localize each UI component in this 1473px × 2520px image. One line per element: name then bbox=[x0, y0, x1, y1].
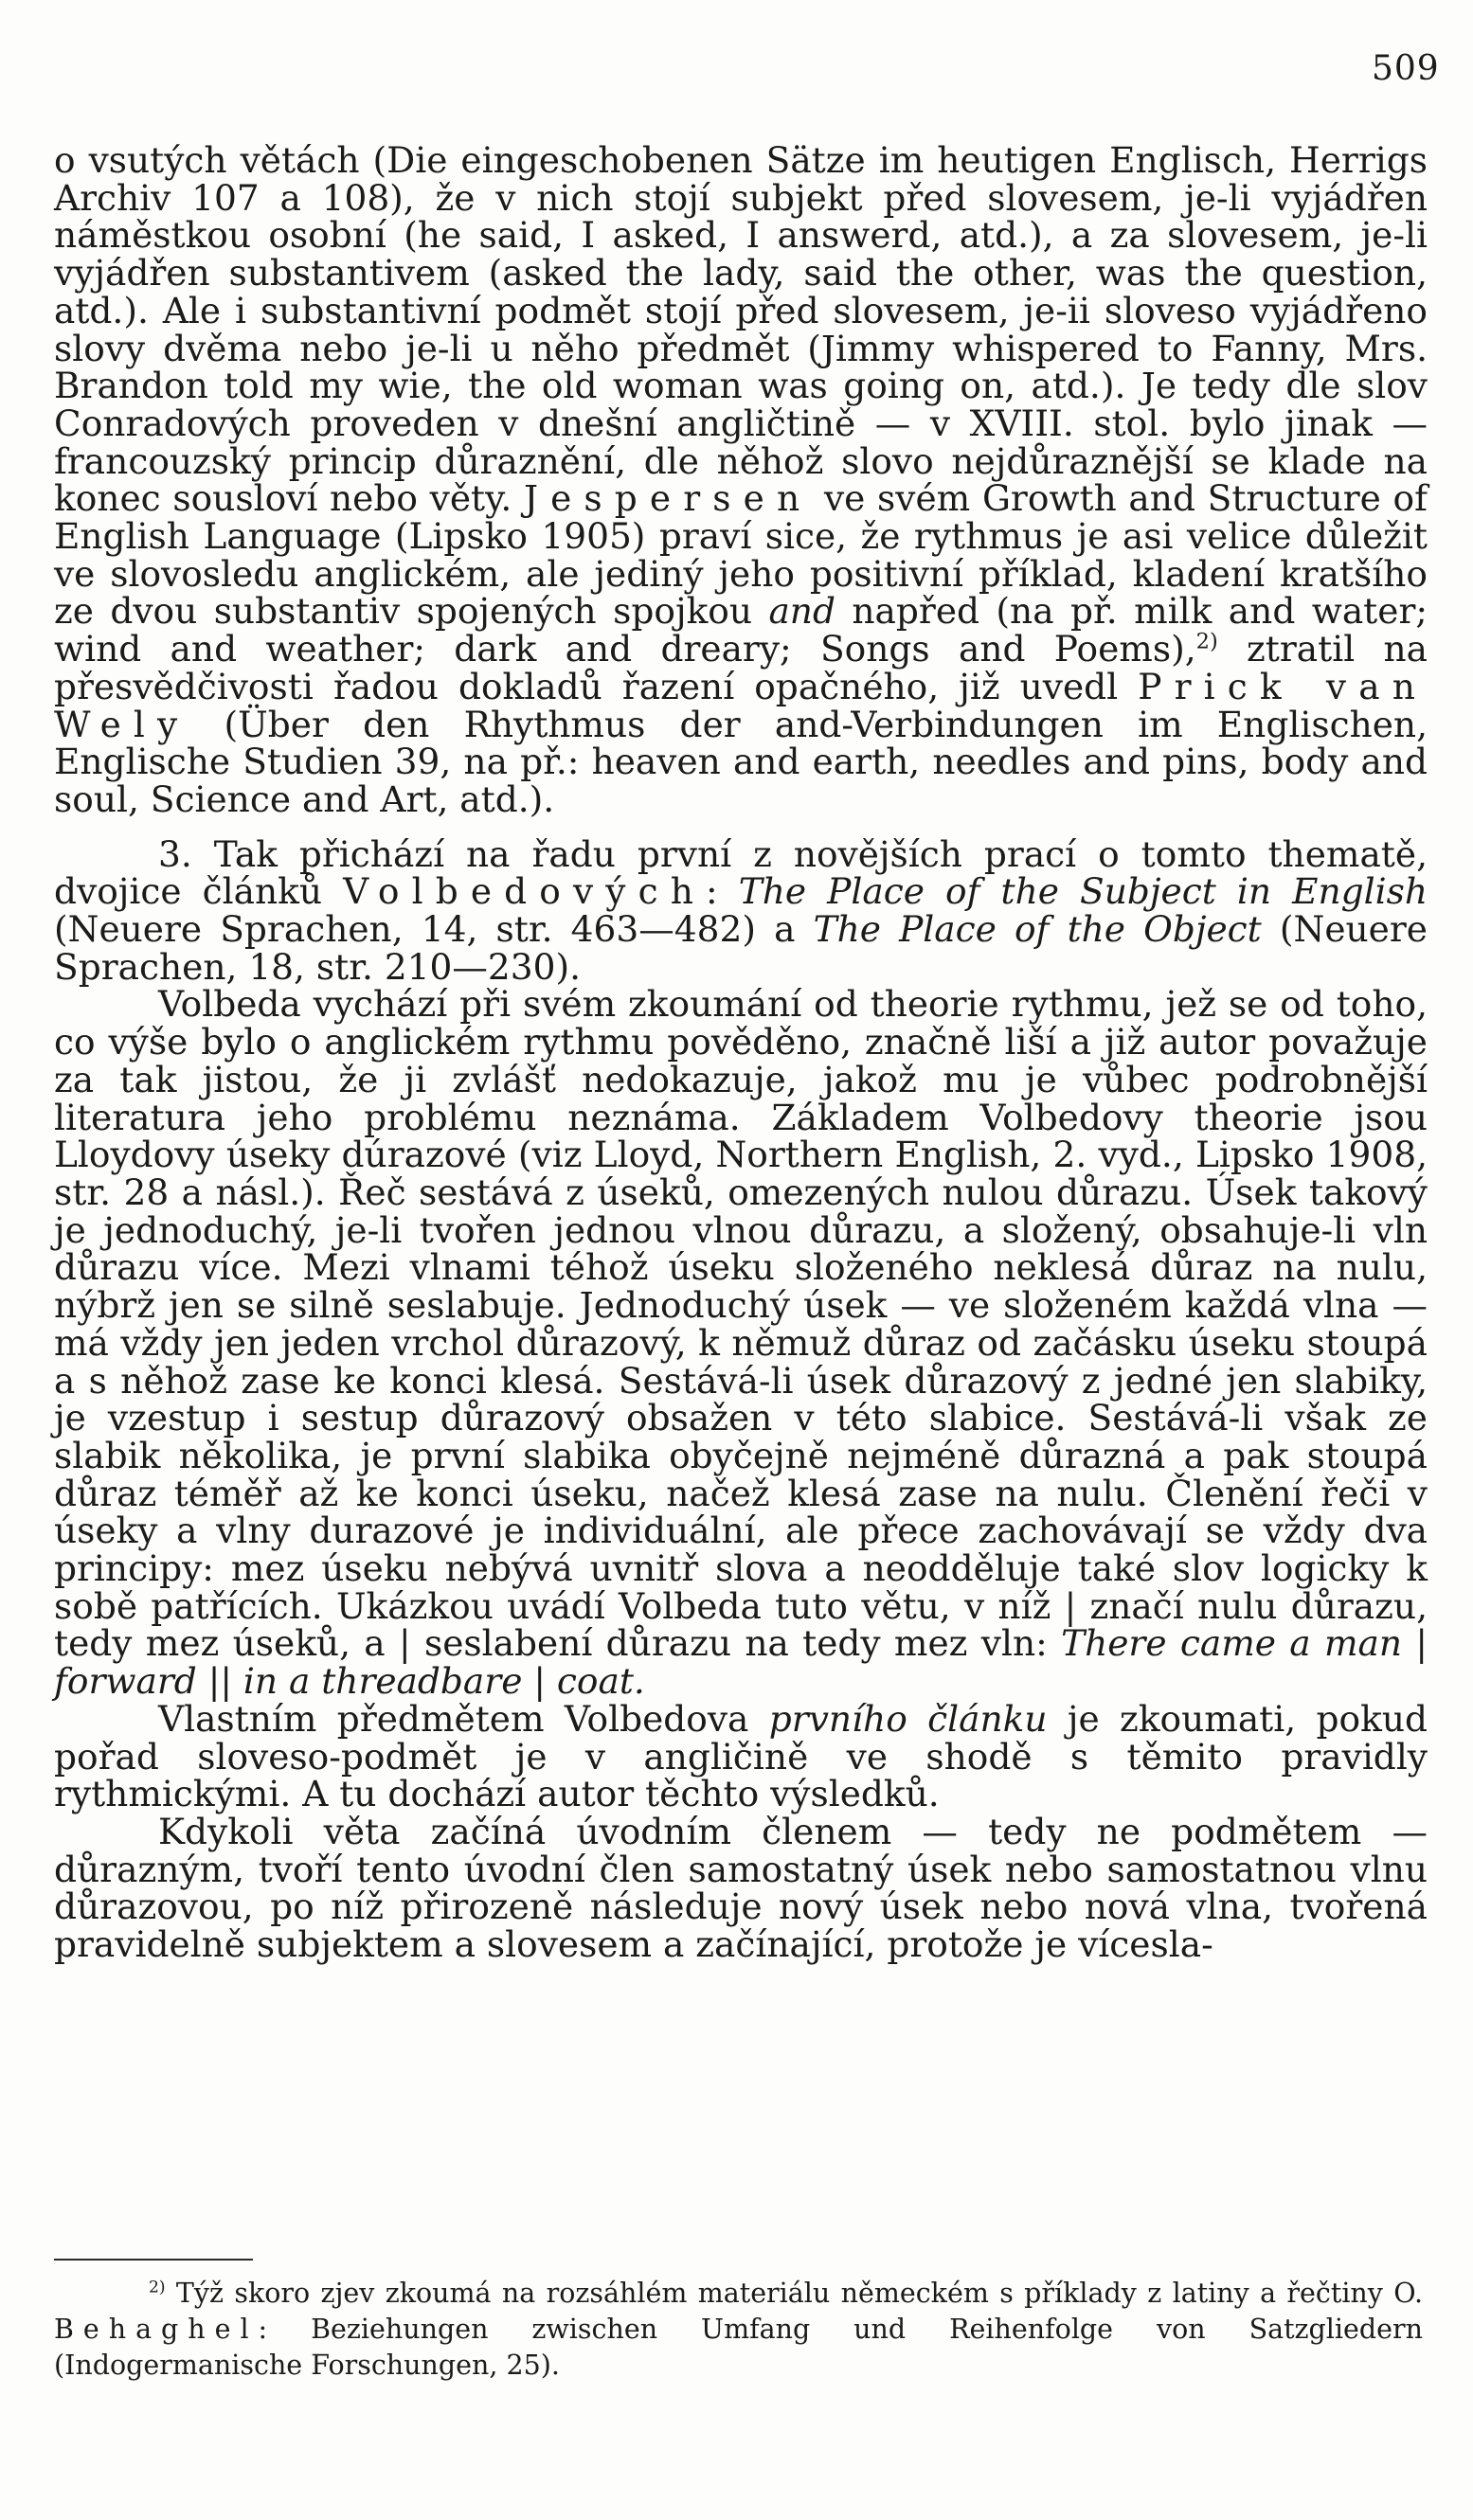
text-run: o vsutých větách (Die eingeschobenen Sätze im heutigen Englisch, Herrigs Archiv 107 a 108), že v nich stojí subjekt před slovesem, je-li vyjádřen náměstkou osobní (he said, I asked, I answerd, atd.), a za slovesem, je-li vyjádřen substantivem (asked the lady, said the other, was the question, atd.). Ale i substantivní podmět stojí před slovesem, je-ii sloveso vyjádřeno slovy dvěma nebo je-li u něho předmět (Jimmy whispered to Fanny, Mrs. Brandon told my wie, the old woman was going on, atd.). Je tedy dle slov Conradových proveden v dnešní angličtině — v XVIII. stol. bylo jinak — francouzský princip důraznění, dle něhož slovo nejdůraznější se klade na konec sousloví nebo věty. bbox=[54, 139, 1428, 520]
article-title-object: The Place of the Object bbox=[813, 908, 1262, 951]
footnote-mark: 2) bbox=[149, 2278, 166, 2297]
text-run: značí nulu důrazu, tedy mez úseků, a bbox=[54, 1584, 1428, 1665]
text-run: (Über den Rhythmus der and-Verbindungen im Englischen, Englische Studien 39, na př.: heaven and earth, needles and pins, body and soul, Science and Art, atd.). bbox=[54, 703, 1428, 820]
stress-weakening-mark: | bbox=[399, 1622, 411, 1665]
stress-zero-mark: | bbox=[1064, 1584, 1077, 1627]
author-name-behaghel: Behaghel bbox=[54, 2314, 259, 2345]
italic-word-and: and bbox=[768, 590, 835, 633]
text-run: ve svém Growth and Structure of English Language (Lipsko 1905) praví sice, že rythmus je asi velice důležit ve slovosledu anglickém, ale jediný jeho positivní příklad, kladení kratšího ze dvou substantiv spojených spojkou bbox=[54, 477, 1428, 633]
paragraph-3 bbox=[54, 983, 1428, 1703]
paragraph-5 bbox=[54, 1810, 1428, 1966]
body-text bbox=[54, 139, 1428, 1966]
author-name-prick-van-wely: Prick van Wely bbox=[54, 665, 1428, 745]
text-run: (Neuere Sprachen, 14, str. 463—482) a bbox=[54, 908, 814, 951]
text-run: napřed (na př. milk and water; wind and weather; dark and dreary; Songs and Poems), bbox=[54, 590, 1428, 670]
text-run: Kdykoli věta začíná úvodním členem — tedy ne podmětem — důrazným, tvoří tento úvodní člen samostatný úsek nebo samostatnou vlnu důrazovou, po níž přirozeně následuje nový úsek nebo nová vlna, tvořená pravidelně subjektem a slovesem a začínající, protože je vícesla- bbox=[54, 1810, 1428, 1966]
text-run: : Beziehungen zwischen Umfang und Reihenfolge von Satzgliedern (Indogermanische Forschungen, 25). bbox=[54, 2314, 1423, 2381]
paragraph-2 bbox=[54, 832, 1428, 988]
paragraph-4 bbox=[54, 1697, 1428, 1815]
example-sentence: There came a man | forward || in a threadbare | coat. bbox=[54, 1622, 1428, 1703]
author-name-jespersen: Jespersen bbox=[523, 477, 813, 520]
italic-first-article: prvního článku bbox=[768, 1697, 1048, 1740]
footnote-divider bbox=[54, 2259, 253, 2261]
article-title-subject: The Place of the Subject in English bbox=[738, 870, 1428, 913]
text-run: 3. Tak přichází na řadu první z novějších prací o tomto thematě, dvojice článků bbox=[54, 832, 1428, 913]
page-number: 509 bbox=[1372, 49, 1440, 88]
text-run: : bbox=[706, 870, 739, 913]
footnote-reference: 2) bbox=[1195, 629, 1218, 654]
footnote bbox=[54, 2276, 1423, 2384]
text-run: seslabení důrazu na tedy mez vln: bbox=[410, 1622, 1062, 1665]
text-run: Týž skoro zjev zkoumá na rozsáhlém materiálu německém s příklady z latiny a řečtiny O. bbox=[165, 2278, 1423, 2309]
paragraph-1 bbox=[54, 139, 1428, 820]
author-name-volbedovych: Volbedových bbox=[343, 870, 707, 913]
text-run: Volbeda vychází při svém zkoumání od theorie rythmu, jež se od toho, co výše bylo o anglickém rythmu pověděno, značně liší a již autor považuje za tak jistou, že ji zvlášť nedokazuje, jakož mu je vůbec podrobnější literatura jeho problému neznáma. Základem Volbedovy theorie jsou Lloydovy úseky dúrazové (viz Lloyd, Northern English, 2. vyd., Lipsko 1908, str. 28 a násl.). Řeč sestává z úseků, omezených nulou důrazu. Úsek takový je jednoduchý, je-li tvořen jednou vlnou důrazu, a složený, obsahuje-li vln důrazu více. Mezi vlnami téhož úseku složeného neklesá důraz na nulu, nýbrž jen se silně seslabuje. Jednoduchý úsek — ve složeném každá vlna — má vždy jen jeden vrchol důrazový, k němuž důraz od začásku úseku stoupá a s něhož zase ke konci klesá. Sestává-li úsek důrazový z jedné jen slabiky, je vzestup i sestup důrazový obsažen v této slabice. Sestává-li však ze slabik několika, je první slabika obyčejně nejméně důrazná a pak stoupá důraz téměř až ke konci úseku, načež klesá zase na nulu. Členění řeči v úseky a vlny durazové je individuální, ale přece zachovávají se vždy dva principy: mez úseku nebývá uvnitř slova a neodděluje také slov logicky k sobě patřících. Ukázkou uvádí Volbeda tuto větu, v níž bbox=[54, 983, 1428, 1627]
text-run: (Neuere Sprachen, 18, str. 210—230). bbox=[54, 908, 1428, 988]
text-run: ztratil na přesvědčivosti řadou dokladů řazení opačného, již uvedl bbox=[54, 628, 1428, 707]
text-run: je zkoumati, pokud pořad sloveso-podmět je v angličině ve shodě s těmito pravidly rythmickými. A tu dochází autor těchto výsledků. bbox=[54, 1697, 1428, 1815]
text-run: Vlastním předmětem Volbedova bbox=[158, 1697, 769, 1740]
